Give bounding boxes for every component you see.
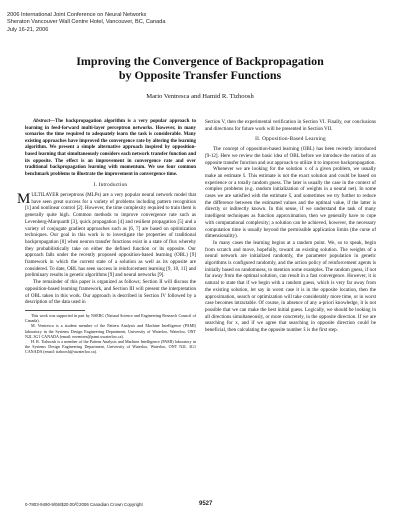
intro-text: ULTILAYER perceptrons (MLPs) are a very popular neural network model that have seen great success for a variety of problems including pattern recognition [1] and nonlinear control [2]. However, the time complexity required to train them is generally quite high. Common methods to improve convergence rate such as Levenberg-Marquardt [3], quick propagation [4] and resilient propagation [5] and a variety of conjugate gradient approaches such as [6, 7] are based on optimization techniques. Our goal in this work is to investigate the properties of traditional backpropagation [8] when neuron transfer functions exist in a state of flux whereby they probabilistically take on either the defined function or its opposite. Our approach falls under the recently proposed opposition-based learning (OBL) [9] framework in which the current state of a solution as well as its opposite are considered. To date, OBL has seen success in reinforcement learning [9, 10, 11] and preliminary results in genetic algorithms [9] and neural networks [9].: [25, 192, 196, 279]
abstract: [25, 119, 196, 178]
paragraph: Whenever we are looking for the solution x of a given problem, we usually make an estimate x̂. This estimate is not the exact solution and could be based on experience or a totally random guess. The later is usually the case in the context of complex problems (e.g. random initialization of weights in a neural net). In some cases we are satisfied with the estimate x̂, and sometimes we try further to reduce the difference between the estimated values and the optimal value, if the latter is directly or indirectly known. In this sense, if we understand the task of many intelligent techniques as function approximation, then we generally have to cope with computational complexity; a solution can be achieved, however, the necessary computation time is usually beyond the permissible application limits (the curse of dimensionality).: [205, 166, 376, 240]
right-column: [205, 119, 376, 334]
footnote: This work was supported in part by NSERC (Natural Science and Engineering Research Council of Canada).: [25, 313, 196, 324]
page-number: 9527: [199, 501, 213, 507]
drop-cap: M: [17, 191, 31, 208]
paragraph: The concept of opposition-based learning (OBL) has been recently introduced [9-12]. Here we review the basic idea of OBL before we introduce the notion of an opposite transfer function and our approach to utilize it to improve backpropagation.: [205, 146, 376, 166]
paragraph: Section V, then the experimental verification in Section VI. Finally, our conclusions and directions for future work will be presented in Section VII.: [205, 119, 376, 132]
section-heading: I. Introduction: [93, 182, 128, 189]
footnote-separator: [25, 310, 85, 311]
intro-paragraph: [17, 191, 196, 279]
intro-paragraph-2: The remainder of this paper is organized as follows; Section II will discuss the opposition-based learning framework, and Section III will present the interpretation of OBL taken in this work. Our approach is described in Section IV followed by a description of the data used in: [25, 279, 196, 306]
isbn-line: 0-7803-9490-9/06/$20.00/©2006 Canadian Crown Copyright: [25, 502, 143, 507]
authors: Mario Ventresca and Hamid R. Tizhoosh: [146, 93, 254, 100]
left-column: [17, 119, 196, 355]
footnote: M. Ventresca is a student member of the Pattern Analysis and Machine Intelligence (PAMI) laboratory in the Systems Design Engineering Department, University of Waterloo, Waterloo, ONT N2L 3G1 CANADA (email: mventres@pami.uwaterloo.ca).: [25, 323, 196, 339]
abstract-label: Abstract: [33, 119, 51, 124]
paper-title: [40, 54, 360, 82]
paragraph: In many cases the learning begins at a random point. We, so to speak, begin from scratch and move, hopefully, toward an existing solution. The weights of a neural network are initialized randomly, the parameter population in genetic algorithms is configured randomly, and the action policy of reinforcement agents is initially based on randomness, to mention some examples. The random guess, if not far away from the optimal solution, can result in a fast convergence. However, it is natural to state that if we begin with a random guess, which is very far away from the existing solution, let say in worst case it is in the opposite location, then the approximation, search or optimization will take considerably more time, or in worst case becomes intractable. Of course, in absence of any a-priori knowledge, it is not possible that we can make the best initial guess. Logically, we should be looking in all directions simultaneously, or more concretely, in the opposite direction. If we are searching for x, and if we agree that searching in opposite direction could be beneficial, then calculating the opposite number x̆ is the first step.: [205, 239, 376, 334]
footnote: H. R. Tizhoosh is a member of the Pattern Analysis and Machine Intelligence (PAMI) laboratory in the Systems Design Engineering Department, University of Waterloo, Waterloo, ONT N2L 3G1 CANADA (email: tizhoosh@uwaterloo.ca).: [25, 339, 196, 355]
header-line: 2006 International Joint Conference on Neural Networks: [7, 12, 147, 18]
title-line: Improving the Convergence of Backpropagation: [76, 54, 324, 68]
page-footer: [25, 502, 380, 507]
title-line: by Opposite Transfer Functions: [118, 68, 282, 82]
header-line: July 16-21, 2006: [7, 26, 49, 33]
abstract-text: —The backpropagation algorithm is a very popular approach to learning in feed-forward multi-layer perceptron networks. However, in many scenarios the time required to adequately learn the task is considerable. Many existing approaches have improved the convergence rate by altering the learning algorithm. We present a simple alternative approach inspired by opposition-based learning that simultaneously considers each network transfer function and its opposite. The effect is an improvement in convergence rate and over traditional backpropagation learning with momentum. We use four common benchmark problems to illustrate the improvement in convergence time.: [25, 119, 196, 177]
section-heading: II. Opposition-Based Learning: [255, 136, 326, 143]
header-line: Sheraton Vancouver Wall Centre Hotel, Vancouver, BC, Canada: [7, 19, 166, 26]
conference-header: [7, 12, 165, 34]
